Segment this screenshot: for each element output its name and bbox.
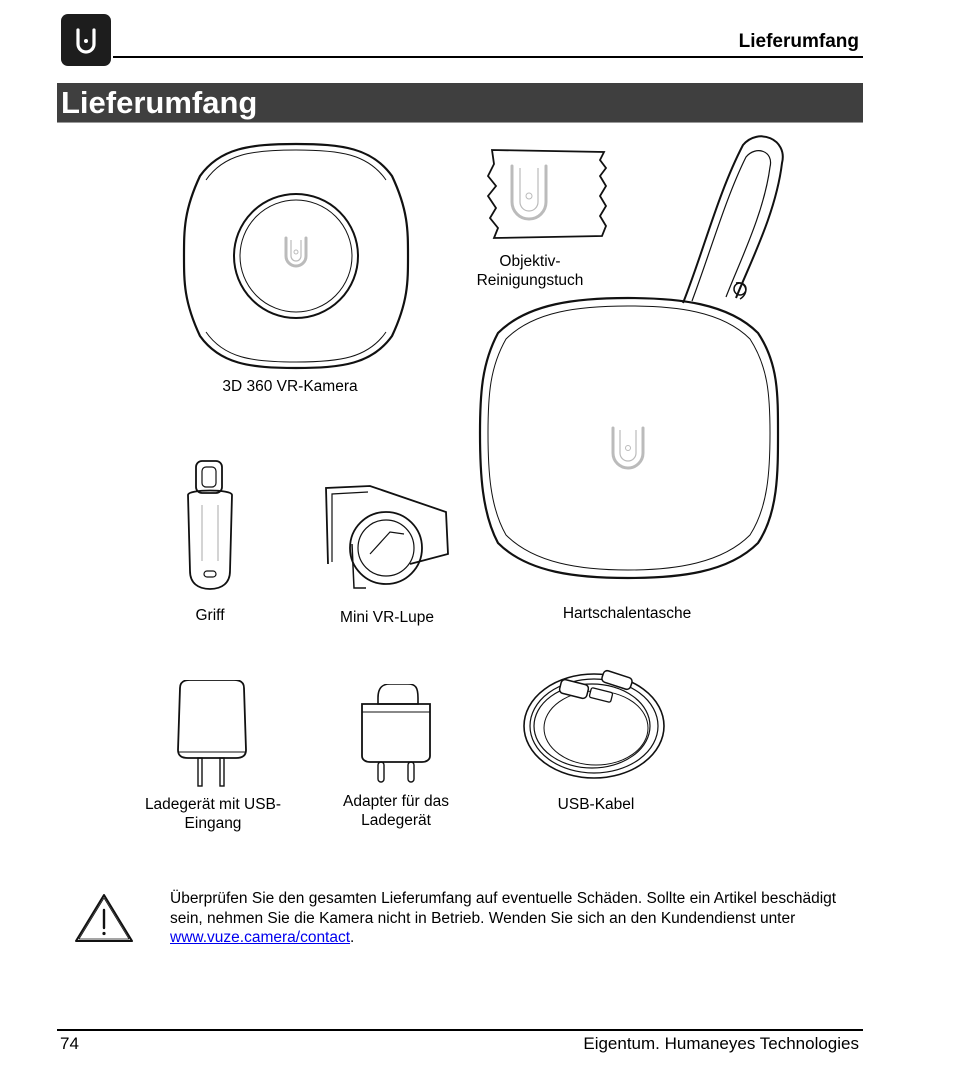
caption-line: Ladegerät [361,812,431,829]
footer-rule [57,1029,863,1031]
warning-text-end: . [350,929,355,946]
caption-line: Objektiv- [499,253,561,270]
caption-camera: 3D 360 VR-Kamera [222,378,358,395]
charger-illustration [174,680,250,790]
warning-text-body: Überprüfen Sie den gesamten Lieferumfang auf eventuelle Schäden. Sollte ein Artikel beschädigt sein, nehmen Sie die Kamera nicht in Betrieb. Wenden Sie sich an den Kundendienst unter [170,890,837,927]
caption-handle: Griff [195,607,225,624]
brand-logo [61,14,111,66]
caption-line: Adapter für das [343,793,449,810]
mini-vr-viewer-illustration [320,484,454,592]
handle-illustration [182,459,238,591]
header-rule [113,56,863,58]
section-title-bar [57,83,863,123]
caption-line: Eingang [184,815,242,832]
warning-icon [73,892,135,944]
caption-line: Reinigungstuch [476,272,584,289]
caption-charger [128,795,298,833]
hard-case-illustration [478,133,788,603]
usb-cable-illustration [520,664,668,784]
caption-hard-case: Hartschalentasche [562,605,692,622]
contact-link[interactable]: www.vuze.camera/contact [170,929,351,946]
caption-mini-vr-viewer: Mini VR-Lupe [340,609,434,626]
caption-usb-cable: USB-Kabel [557,796,635,813]
footer-owner: Eigentum. Humaneyes Technologies [583,1034,859,1053]
warning-text [170,889,840,948]
camera-illustration [180,140,412,372]
header-section-title: Lieferumfang [738,31,859,52]
page-number: 74 [60,1034,79,1053]
page-title: Lieferumfang [61,85,258,120]
caption-adapter [326,792,466,830]
caption-line: Ladegerät mit USB- [144,796,282,813]
adapter-illustration [358,684,434,788]
vuze-logo-icon [61,14,111,66]
